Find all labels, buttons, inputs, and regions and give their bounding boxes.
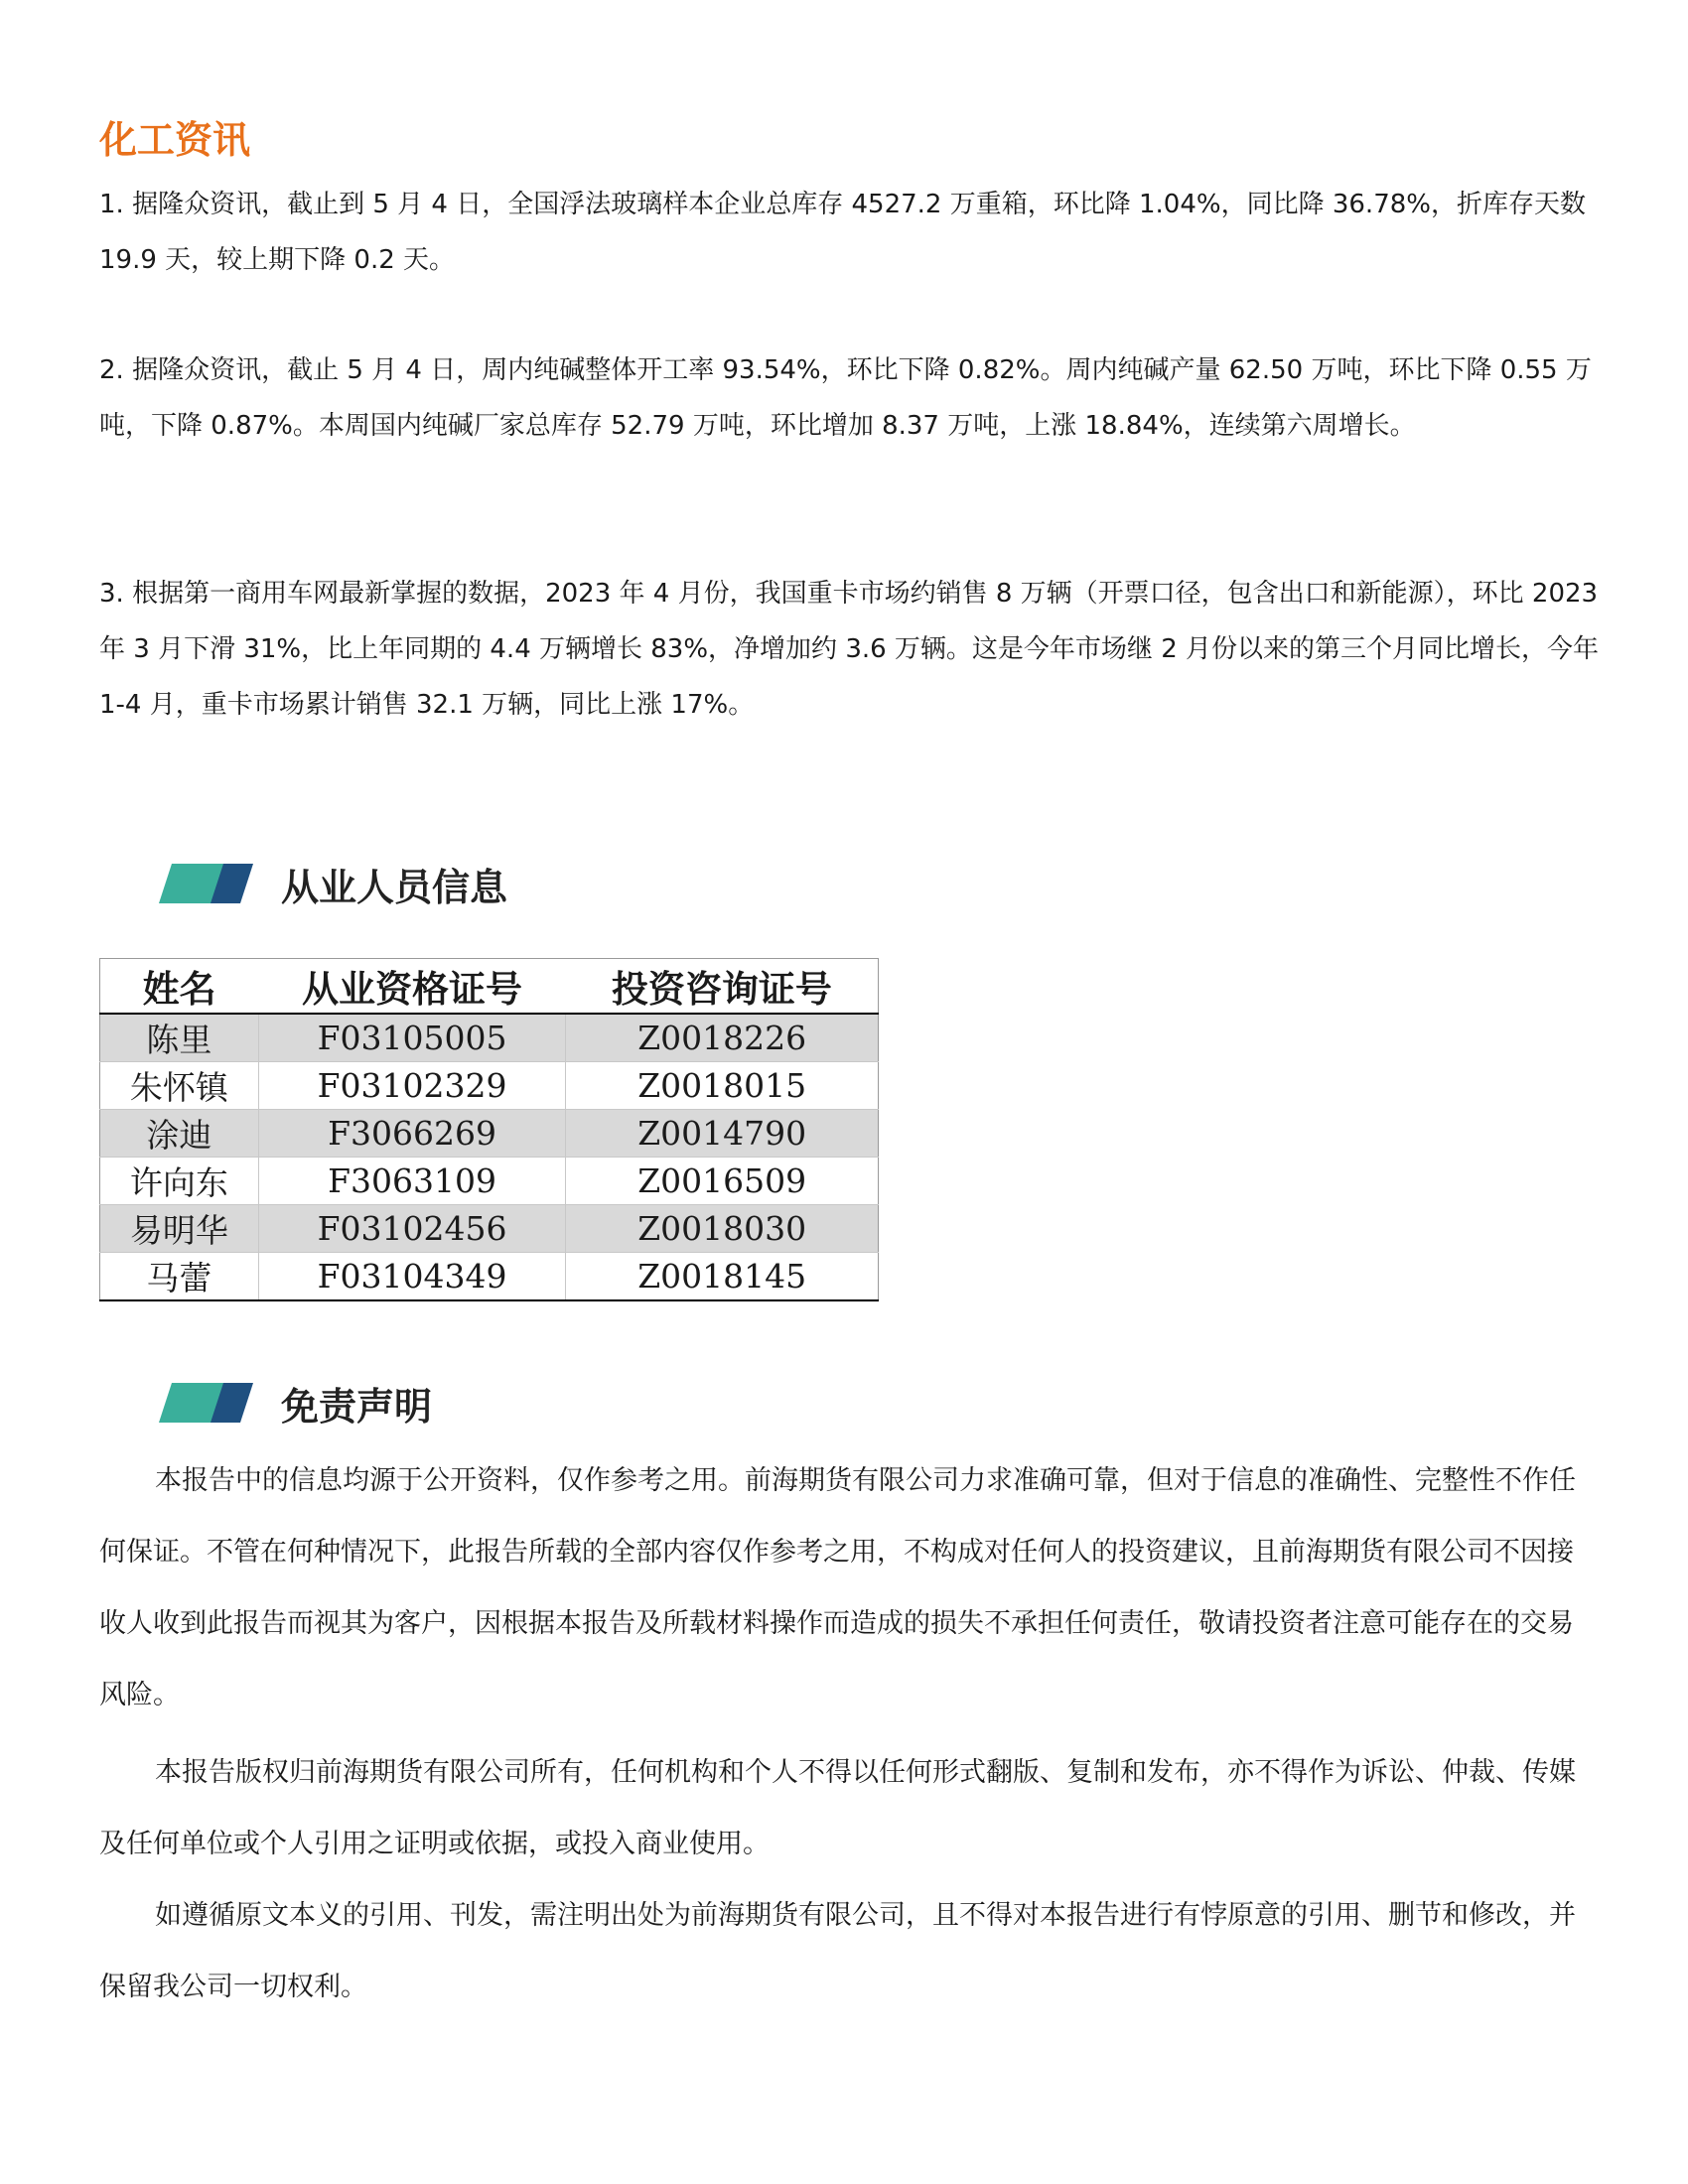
table-row xyxy=(100,1110,879,1158)
section-marker-icon xyxy=(159,1383,253,1423)
consulting-number: Z0018145 xyxy=(566,1253,879,1301)
table-row xyxy=(100,1253,879,1301)
column-header-qualification: 从业资格证号 xyxy=(258,959,566,1015)
qualification-number: F3063109 xyxy=(258,1158,566,1205)
disclaimer-paragraph-3: 如遵循原文本义的引用、刊发，需注明出处为前海期货有限公司，且不得对本报告进行有悖原意的引用、删节和修改，并保留我公司一切权利。 xyxy=(99,1900,1576,2002)
column-header-consulting: 投资咨询证号 xyxy=(566,959,879,1015)
consulting-number: Z0018226 xyxy=(566,1014,879,1062)
staff-name: 马蕾 xyxy=(100,1253,259,1301)
table-header-row xyxy=(100,959,879,1015)
disclaimer-paragraph-2: 本报告版权归前海期货有限公司所有，任何机构和个人不得以任何形式翻版、复制和发布，亦不得作为诉讼、仲裁、传媒及任何单位或个人引用之证明或依据，或投入商业使用。 xyxy=(99,1757,1576,1859)
qualification-number: F03105005 xyxy=(258,1014,566,1062)
staff-table xyxy=(99,958,879,1301)
consulting-number: Z0018030 xyxy=(566,1205,879,1253)
qualification-number: F03102456 xyxy=(258,1205,566,1253)
staff-name: 许向东 xyxy=(100,1158,259,1205)
disclaimer-paragraph-1: 本报告中的信息均源于公开资料，仅作参考之用。前海期货有限公司力求准确可靠，但对于信息的准确性、完整性不作任何保证。不管在何种情况下，此报告所载的全部内容仅作参考之用，不构成对任何人的投资建议，且前海期货有限公司不因接收人收到此报告而视其为客户，因根据本报告及所载材料操作而造成的损失不承担任何责任，敬请投资者注意可能存在的交易风险。 xyxy=(99,1465,1576,1710)
column-header-name: 姓名 xyxy=(100,959,259,1015)
staff-name: 朱怀镇 xyxy=(100,1062,259,1110)
news-item-3: 3. 根据第一商用车网最新掌握的数据，2023 年 4 月份，我国重卡市场约销售 8 万辆（开票口径，包含出口和新能源），环比 2023 年 3 月下滑 31%，比上年同期的 4.4 万辆增长 83%，净增加约 3.6 万辆。这是今年市场继 2 月份以来的第三个月同比增长，今年 1-4 月，重卡市场累计销售 32.1 万辆，同比上涨 17%。 xyxy=(99,579,1600,720)
section-marker-icon xyxy=(159,864,253,903)
consulting-number: Z0016509 xyxy=(566,1158,879,1205)
consulting-number: Z0014790 xyxy=(566,1110,879,1158)
staff-info-heading xyxy=(159,854,507,913)
qualification-number: F03102329 xyxy=(258,1062,566,1110)
news-section-title: 化工资讯 xyxy=(99,118,251,162)
news-item-1: 1. 据隆众资讯，截止到 5 月 4 日，全国浮法玻璃样本企业总库存 4527.2 万重箱，环比降 1.04%，同比降 36.78%，折库存天数 19.9 天，较上期下降 0.2 天。 xyxy=(99,190,1586,275)
staff-name: 涂迪 xyxy=(100,1110,259,1158)
table-row xyxy=(100,1158,879,1205)
news-item-2: 2. 据隆众资讯，截止 5 月 4 日，周内纯碱整体开工率 93.54%，环比下降 0.82%。周内纯碱产量 62.50 万吨，环比下降 0.55 万吨，下降 0.87%。本周国内纯碱厂家总库存 52.79 万吨，环比增加 8.37 万吨，上涨 18.84%，连续第六周增长。 xyxy=(99,355,1592,441)
table-row xyxy=(100,1014,879,1062)
disclaimer-heading xyxy=(159,1373,432,1433)
staff-name: 易明华 xyxy=(100,1205,259,1253)
staff-name: 陈里 xyxy=(100,1014,259,1062)
disclaimer-heading-text: 免责声明 xyxy=(281,1384,433,1429)
table-row xyxy=(100,1062,879,1110)
consulting-number: Z0018015 xyxy=(566,1062,879,1110)
staff-heading-text: 从业人员信息 xyxy=(281,865,508,909)
qualification-number: F3066269 xyxy=(258,1110,566,1158)
table-row xyxy=(100,1205,879,1253)
qualification-number: F03104349 xyxy=(258,1253,566,1301)
